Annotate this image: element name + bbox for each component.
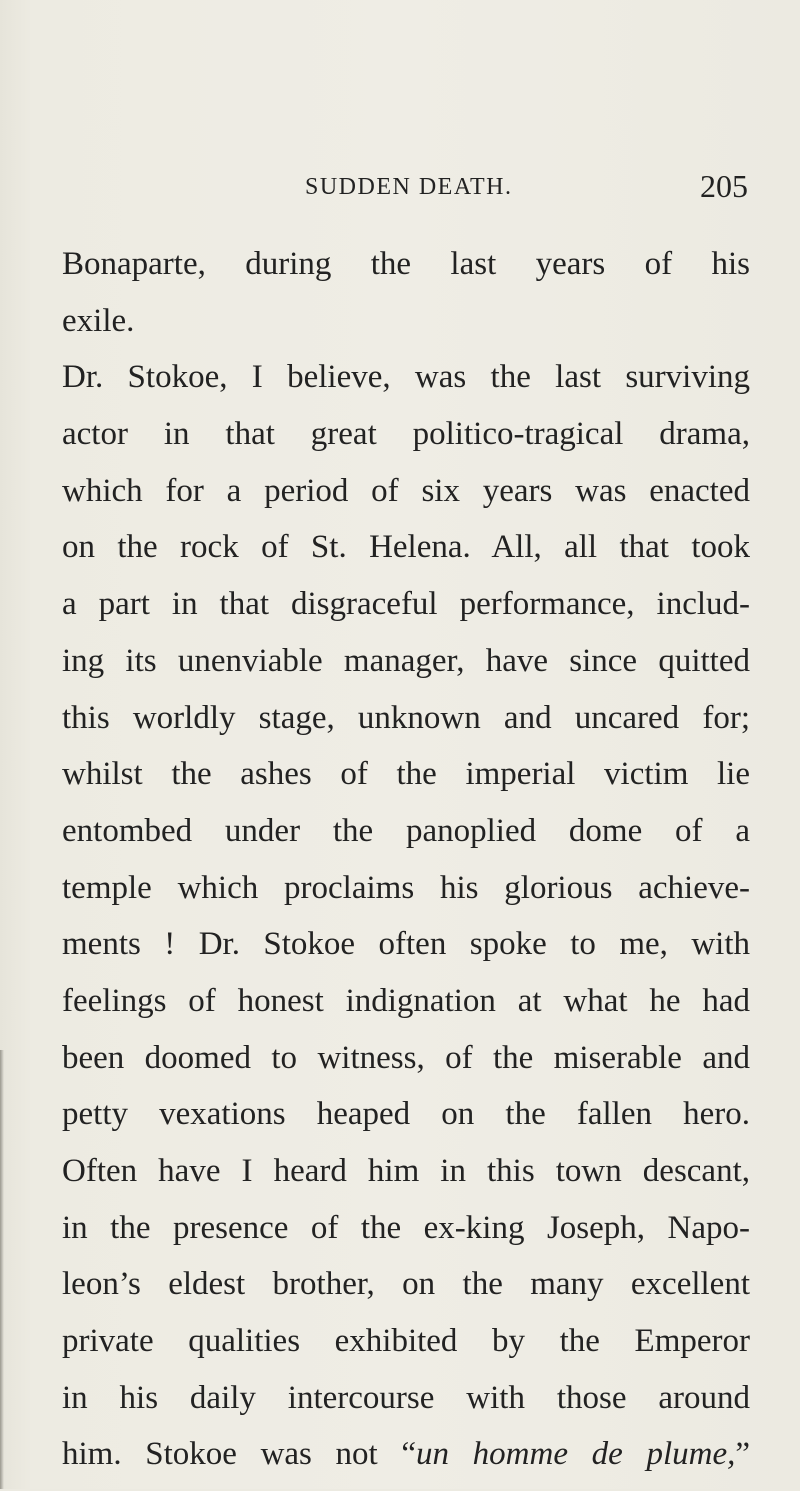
text-line: Often have I heard him in this town descant, <box>62 1153 750 1189</box>
text-line: temple which proclaims his glorious achieve- <box>62 869 750 906</box>
binding-shadow <box>0 1050 4 1489</box>
text-line: entombed under the panoplied dome of a <box>62 812 750 849</box>
running-title: SUDDEN DEATH. <box>305 174 513 200</box>
text-line: been doomed to witness, of the miserable and <box>62 1039 750 1076</box>
text-line: on the rock of St. Helena. All, all that took <box>62 529 750 566</box>
text-line: feelings of honest indignation at what he had <box>62 982 750 1019</box>
final-line-prefix: him. Stokoe was not <box>62 1436 402 1473</box>
text-line: in the presence of the ex-king Joseph, Napo- <box>62 1209 750 1246</box>
text-line: ments ! Dr. Stokoe often spoke to me, with <box>62 926 750 963</box>
body-text <box>62 244 750 1491</box>
open-quote: “ <box>401 1436 417 1473</box>
italic-phrase: un homme de plume, <box>416 1436 736 1473</box>
page-number: 205 <box>700 168 748 204</box>
text-line: exile. <box>62 302 135 339</box>
text-line: which for a period of six years was enacted <box>62 472 750 509</box>
text-line: whilst the ashes of the imperial victim lie <box>62 756 750 793</box>
text-line: actor in that great politico-tragical drama, <box>62 416 750 453</box>
text-line: in his daily intercourse with those around <box>62 1379 750 1416</box>
text-line: ing its unenviable manager, have since quitted <box>62 642 750 679</box>
text-line: petty vexations heaped on the fallen hero. <box>62 1096 750 1133</box>
close-quote: ” <box>735 1436 751 1473</box>
running-head <box>60 170 748 210</box>
text-line: private qualities exhibited by the Emperor <box>62 1323 750 1360</box>
text-line: a part in that disgraceful performance, includ- <box>62 586 750 623</box>
text-line-final <box>62 1434 750 1491</box>
text-line: Bonaparte, during the last years of his <box>62 246 750 282</box>
text-line: this worldly stage, unknown and uncared for; <box>62 699 750 736</box>
text-line: leon’s eldest brother, on the many excellent <box>62 1266 750 1303</box>
text-line: Dr. Stokoe, I believe, was the last surviving <box>62 359 750 396</box>
